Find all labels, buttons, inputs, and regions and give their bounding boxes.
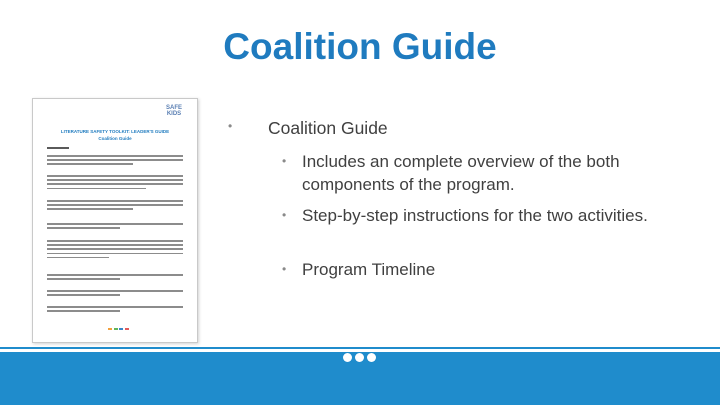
document-text-line	[47, 244, 183, 246]
document-text-line	[47, 290, 183, 292]
ellipsis-icon	[343, 353, 376, 362]
document-footer-dots	[108, 328, 129, 330]
document-text-line	[47, 200, 183, 202]
document-text-line	[47, 294, 120, 296]
safe-kids-logo: SAFE KIDS	[165, 105, 182, 117]
bullet-icon: •	[282, 154, 287, 168]
bullet-icon: •	[228, 119, 233, 133]
sub-bullet-text: Step-by-step instructions for the two activities.	[302, 206, 648, 225]
document-footer-dot	[119, 328, 123, 330]
document-text-line	[47, 278, 120, 280]
document-text-line	[47, 274, 183, 276]
document-footer-dot	[125, 328, 129, 330]
document-text-line	[47, 147, 69, 149]
document-text-line	[47, 163, 133, 165]
document-text-line	[47, 208, 133, 210]
document-text-line	[47, 155, 183, 157]
sub-bullet-text: Program Timeline	[302, 260, 436, 279]
document-text-line	[47, 179, 183, 181]
document-text-line	[47, 183, 183, 185]
document-text-line	[47, 257, 109, 259]
slide-title: Coalition Guide	[223, 26, 497, 67]
bullet-icon: •	[282, 262, 287, 276]
document-text-line	[47, 175, 183, 177]
document-text-line	[47, 248, 183, 250]
document-text-line	[47, 306, 183, 308]
document-subheading: Coalition Guide	[98, 136, 132, 141]
document-heading: LITERATURE SAFETY TOOLKIT: LEADER'S GUIDE	[60, 129, 170, 134]
document-text-line	[47, 227, 120, 229]
footer-divider	[0, 347, 720, 349]
document-footer-dot	[114, 328, 118, 330]
sub-bullet-text: Includes an complete overview of the both components of the program.	[302, 152, 620, 194]
document-text-line	[47, 310, 120, 312]
bullet-text: Coalition Guide	[268, 118, 388, 138]
document-text-line	[47, 204, 183, 206]
bullet-icon: •	[282, 208, 287, 222]
document-footer-dot	[108, 328, 112, 330]
document-text-line	[47, 223, 183, 225]
document-text-line	[47, 240, 183, 242]
document-text-line	[47, 188, 146, 190]
document-thumbnail	[32, 98, 198, 343]
document-text-line	[47, 253, 183, 255]
document-text-line	[47, 159, 183, 161]
